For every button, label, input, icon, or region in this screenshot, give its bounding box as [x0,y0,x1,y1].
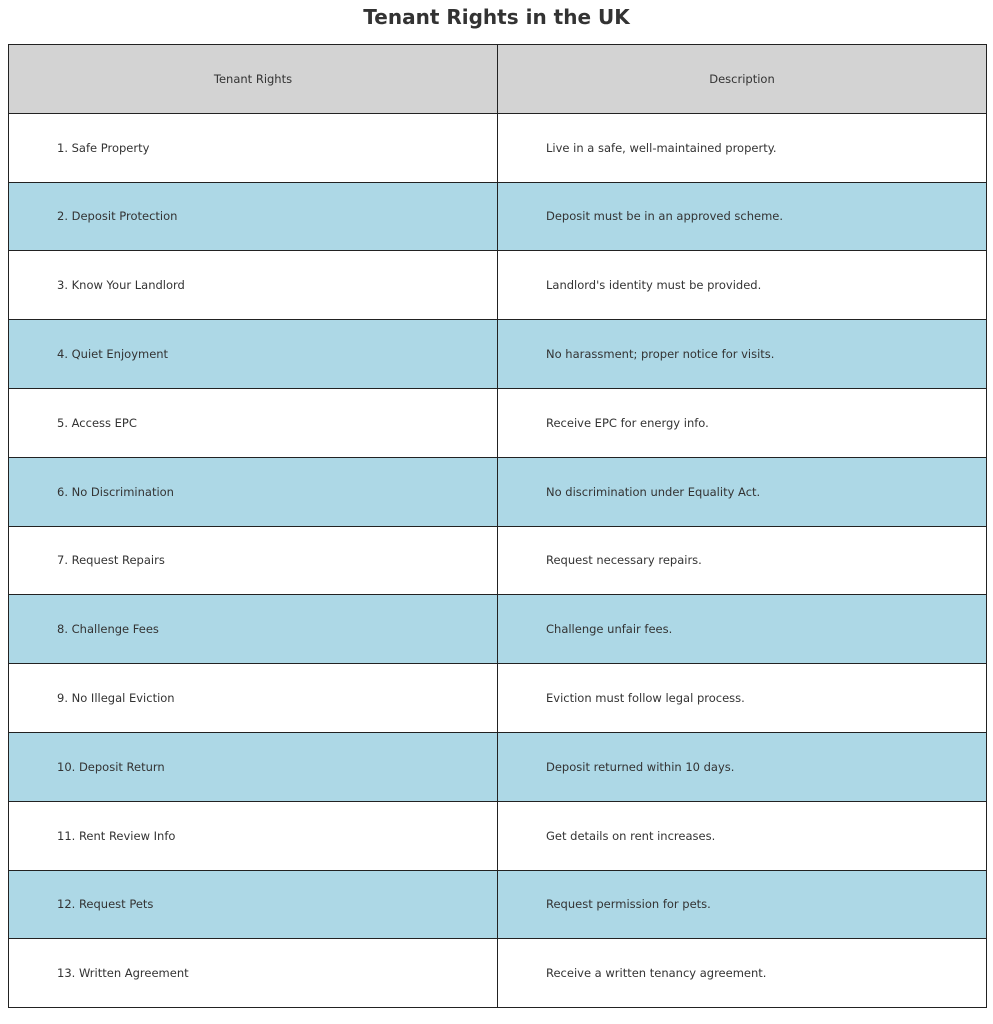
table-row [9,320,987,389]
cell-tenant-right: 1. Safe Property [9,113,498,182]
cell-tenant-right: 13. Written Agreement [9,939,498,1008]
cell-description: Deposit returned within 10 days. [498,732,987,801]
cell-tenant-right: 9. No Illegal Eviction [9,664,498,733]
cell-description: Live in a safe, well-maintained property. [498,113,987,182]
cell-description: No harassment; proper notice for visits. [498,320,987,389]
cell-tenant-right: 11. Rent Review Info [9,801,498,870]
cell-tenant-right: 2. Deposit Protection [9,182,498,251]
cell-tenant-right: 5. Access EPC [9,388,498,457]
cell-description: No discrimination under Equality Act. [498,457,987,526]
cell-description: Challenge unfair fees. [498,595,987,664]
table-row [9,664,987,733]
table-row [9,182,987,251]
cell-description: Get details on rent increases. [498,801,987,870]
cell-description: Receive a written tenancy agreement. [498,939,987,1008]
cell-tenant-right: 3. Know Your Landlord [9,251,498,320]
cell-description: Request permission for pets. [498,870,987,939]
chart-title: Tenant Rights in the UK [363,5,630,29]
table-row [9,251,987,320]
cell-tenant-right: 7. Request Repairs [9,526,498,595]
cell-tenant-right: 8. Challenge Fees [9,595,498,664]
table-row [9,732,987,801]
cell-description: Eviction must follow legal process. [498,664,987,733]
cell-description: Request necessary repairs. [498,526,987,595]
column-header-tenant-rights: Tenant Rights [9,45,498,114]
cell-tenant-right: 12. Request Pets [9,870,498,939]
cell-tenant-right: 4. Quiet Enjoyment [9,320,498,389]
table-row [9,595,987,664]
cell-description: Receive EPC for energy info. [498,388,987,457]
table-row [9,939,987,1008]
cell-description: Deposit must be in an approved scheme. [498,182,987,251]
cell-description: Landlord's identity must be provided. [498,251,987,320]
tenant-rights-table [8,44,987,1008]
cell-tenant-right: 6. No Discrimination [9,457,498,526]
table-row [9,388,987,457]
table-row [9,801,987,870]
table-row [9,457,987,526]
table-row [9,113,987,182]
cell-tenant-right: 10. Deposit Return [9,732,498,801]
column-header-description: Description [498,45,987,114]
table-row [9,526,987,595]
table-header-row [9,45,987,114]
table-row [9,870,987,939]
table-body [9,113,987,1007]
